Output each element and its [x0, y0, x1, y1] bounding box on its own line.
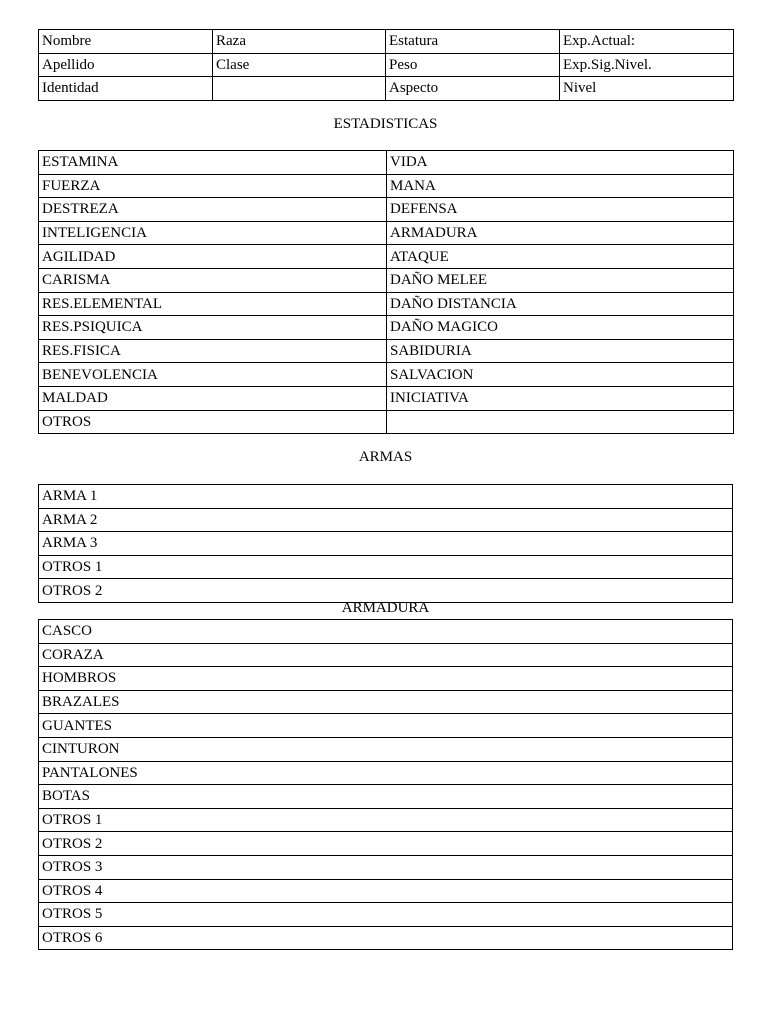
armadura-cell: PANTALONES: [39, 761, 733, 785]
armadura-cell: OTROS 2: [39, 832, 733, 856]
stat-cell: RES.ELEMENTAL: [39, 292, 387, 316]
stat-cell: ESTAMINA: [39, 151, 387, 175]
armadura-cell: OTROS 4: [39, 879, 733, 903]
stat-cell: RES.PSIQUICA: [39, 316, 387, 340]
table-row: [39, 363, 734, 387]
armadura-cell: BRAZALES: [39, 690, 733, 714]
armadura-cell: OTROS 5: [39, 903, 733, 927]
table-row: [39, 316, 734, 340]
arma-cell: ARMA 2: [39, 508, 733, 532]
armadura-cell: CORAZA: [39, 643, 733, 667]
info-cell: [213, 77, 386, 101]
armas-heading: ARMAS: [358, 449, 413, 465]
table-row: [39, 532, 733, 556]
armas-table: [38, 484, 733, 603]
table-row: [39, 879, 733, 903]
table-row: [39, 855, 733, 879]
table-row: [39, 667, 733, 691]
table-row: [39, 761, 733, 785]
stat-cell: CARISMA: [39, 268, 387, 292]
stat-cell: MALDAD: [39, 386, 387, 410]
stat-cell: BENEVOLENCIA: [39, 363, 387, 387]
table-row: [39, 221, 734, 245]
table-row: [39, 386, 734, 410]
character-info-table: [38, 29, 734, 101]
table-row: [39, 485, 733, 509]
table-row: [39, 410, 734, 434]
info-cell: Raza: [213, 30, 386, 54]
info-cell: Exp.Actual:: [560, 30, 734, 54]
table-row: [39, 555, 733, 579]
stat-cell: DAÑO DISTANCIA: [387, 292, 734, 316]
table-row: [39, 245, 734, 269]
table-row: [39, 268, 734, 292]
table-row: [39, 785, 733, 809]
table-row: [39, 151, 734, 175]
table-row: [39, 832, 733, 856]
armadura-cell: OTROS 3: [39, 855, 733, 879]
stats-table: [38, 150, 734, 434]
table-row: [39, 292, 734, 316]
armadura-table: [38, 619, 733, 950]
table-row: [39, 808, 733, 832]
armadura-cell: HOMBROS: [39, 667, 733, 691]
stat-cell: OTROS: [39, 410, 387, 434]
stat-cell: ATAQUE: [387, 245, 734, 269]
table-row: [39, 643, 733, 667]
stat-cell: ARMADURA: [387, 221, 734, 245]
table-row: [39, 690, 733, 714]
armadura-cell: CASCO: [39, 620, 733, 644]
info-cell: Nivel: [560, 77, 734, 101]
table-row: [39, 508, 733, 532]
info-cell: Nombre: [39, 30, 213, 54]
table-row: [39, 77, 734, 101]
stat-cell: DEFENSA: [387, 198, 734, 222]
stats-heading: ESTADISTICAS: [333, 116, 438, 132]
stat-cell: DAÑO MELEE: [387, 268, 734, 292]
info-cell: Peso: [386, 53, 560, 77]
info-cell: Apellido: [39, 53, 213, 77]
stat-cell: INICIATIVA: [387, 386, 734, 410]
stat-cell: [387, 410, 734, 434]
stat-cell: SABIDURIA: [387, 339, 734, 363]
stat-cell: FUERZA: [39, 174, 387, 198]
armadura-cell: OTROS 6: [39, 926, 733, 950]
armadura-cell: GUANTES: [39, 714, 733, 738]
table-row: [39, 339, 734, 363]
info-cell: Estatura: [386, 30, 560, 54]
stat-cell: RES.FISICA: [39, 339, 387, 363]
stat-cell: DAÑO MAGICO: [387, 316, 734, 340]
stat-cell: VIDA: [387, 151, 734, 175]
table-row: [39, 198, 734, 222]
table-row: [39, 30, 734, 54]
table-row: [39, 714, 733, 738]
armadura-heading: ARMADURA: [341, 600, 430, 616]
stat-cell: MANA: [387, 174, 734, 198]
table-row: [39, 926, 733, 950]
stat-cell: AGILIDAD: [39, 245, 387, 269]
arma-cell: ARMA 3: [39, 532, 733, 556]
table-row: [39, 903, 733, 927]
arma-cell: OTROS 1: [39, 555, 733, 579]
table-row: [39, 174, 734, 198]
info-cell: Aspecto: [386, 77, 560, 101]
arma-cell: OTROS 2: [39, 579, 733, 603]
armadura-cell: OTROS 1: [39, 808, 733, 832]
table-row: [39, 579, 733, 603]
stat-cell: INTELIGENCIA: [39, 221, 387, 245]
info-cell: Identidad: [39, 77, 213, 101]
arma-cell: ARMA 1: [39, 485, 733, 509]
stat-cell: DESTREZA: [39, 198, 387, 222]
info-cell: Clase: [213, 53, 386, 77]
armadura-cell: CINTURON: [39, 737, 733, 761]
armadura-cell: BOTAS: [39, 785, 733, 809]
table-row: [39, 620, 733, 644]
info-cell: Exp.Sig.Nivel.: [560, 53, 734, 77]
table-row: [39, 737, 733, 761]
stat-cell: SALVACION: [387, 363, 734, 387]
table-row: [39, 53, 734, 77]
